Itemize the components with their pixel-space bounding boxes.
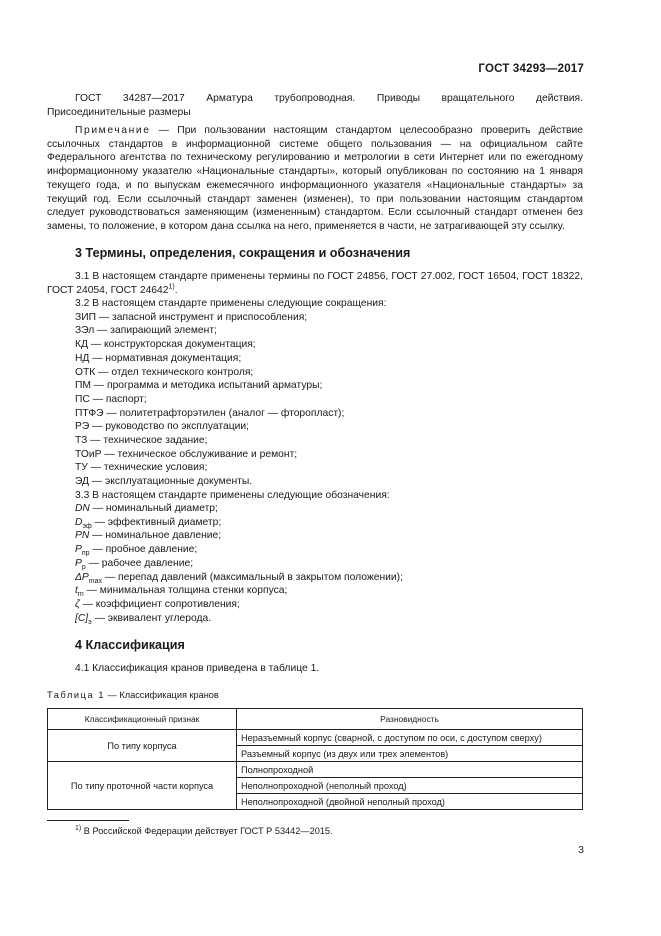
symbol-item [75, 557, 583, 571]
symbol-definition: — пробное давление; [89, 544, 198, 556]
symbol-definition: — номинальное давление; [89, 530, 222, 542]
note-text: — При пользовании настоящим стандартом целесообразно проверить действие ссылочных стандартов в информационной системе общего пользования — на официальном сайте Федерального агентства по техническому регулированию и метрологии в сети Интернет или по ежегодному информационному указателю «Национальные стандарты», который опубликован по состоянию на 1 января текущего года, и по выпускам ежемесячного информационного указателя «Национальные стандарты» за текущий год. Если ссылочный стандарт заменен (изменен), то при пользовании настоящим стандартом следует руководствоваться заменяющим (измененным) стандартом. Если ссылочный стандарт отменен без замены, то положение, в котором дана ссылка на него, применяется в части, не затрагивающей эту ссылку. [47, 125, 583, 232]
list-item: ЗЭл — запирающий элемент; [75, 325, 217, 337]
symbol-subscript: эф [82, 522, 92, 530]
list-item: ПМ — программа и методика испытаний арматуры; [75, 380, 323, 392]
symbol: DN [75, 503, 90, 514]
variant-cell: Неполнопроходной (двойной неполный проход) [237, 794, 583, 810]
abbreviations-list [75, 297, 583, 503]
symbol: P [75, 557, 82, 569]
table-caption [47, 690, 219, 700]
table-caption-label: Таблица 1 [47, 690, 106, 700]
table-header-row [48, 709, 583, 730]
symbol-definition: — коэффициент сопротивления; [79, 598, 240, 610]
note-label: Примечание [75, 125, 151, 136]
variant-cell: Полнопроходной [237, 762, 583, 778]
symbol-item [75, 571, 583, 585]
section-3-heading: 3 Термины, определения, сокращения и обозначения [75, 246, 411, 260]
feature-cell: По типу проточной части корпуса [48, 762, 237, 810]
symbol: D [75, 516, 83, 528]
column-header-feature: Классификационный признак [48, 709, 237, 730]
symbol: [C] [75, 612, 89, 624]
list-item: ТОиР — техническое обслуживание и ремонт; [75, 448, 298, 460]
reference-entry [47, 92, 583, 119]
variant-cell: Неполнопроходной (неполный проход) [237, 778, 583, 794]
symbol-subscript: max [88, 577, 103, 585]
table-caption-text: — Классификация кранов [105, 690, 219, 700]
symbol-subscript: пр [81, 550, 90, 558]
symbol-item [75, 612, 583, 626]
list-item: КД — конструкторская документация; [75, 339, 256, 351]
feature-cell: По типу корпуса [48, 730, 237, 762]
symbol-definition: — рабочее давление; [85, 557, 194, 569]
symbol-item [75, 543, 583, 557]
table-row [48, 730, 583, 746]
footnote-ref: 1) [168, 283, 175, 291]
reference-line-2: Присоединительные размеры [47, 106, 191, 118]
symbol: P [75, 544, 82, 556]
symbol-definition: — номинальный диаметр; [89, 503, 218, 514]
footnote-text: В Российской Федерации действует ГОСТ Р 53442—2015. [81, 826, 333, 836]
document-code-header: ГОСТ 34293—2017 [478, 63, 584, 75]
variant-cell: Разъемный корпус (из двух или трех элементов) [237, 746, 583, 762]
symbol-item [75, 529, 583, 543]
symbol: t [75, 585, 78, 597]
symbol-subscript: э [88, 618, 92, 626]
paragraph-3-1 [47, 270, 583, 297]
paragraph-3-3: 3.3 В настоящем стандарте применены следующие обозначения: [75, 489, 390, 501]
note-paragraph [47, 124, 583, 234]
symbol-subscript: р [81, 563, 86, 571]
symbol-item [75, 516, 583, 530]
paragraph-3-1-end: . [174, 284, 178, 296]
column-header-variant: Разновидность [237, 709, 583, 730]
footnote-mark: 1) [75, 824, 82, 832]
list-item: НД — нормативная документация; [75, 352, 242, 364]
symbol-subscript: m [77, 591, 84, 599]
reference-line-1: ГОСТ 34287—2017 Арматура трубопроводная. Приводы вращательного действия. [75, 93, 583, 104]
list-item: ТУ — технические условия; [75, 462, 208, 474]
symbols-list [75, 502, 583, 625]
list-item: ПТФЭ — политетрафторэтилен (аналог — фторопласт); [75, 407, 345, 419]
paragraph-4-1: 4.1 Классификация кранов приведена в таблице 1. [75, 663, 320, 674]
list-item: РЭ — руководство по эксплуатации; [75, 421, 249, 433]
symbol-item [75, 502, 583, 516]
variant-cell: Неразъемный корпус (сварной, с доступом по оси, с доступом сверху) [237, 730, 583, 746]
table-row [48, 762, 583, 778]
paragraph-3-2: 3.2 В настоящем стандарте применены следующие сокращения: [75, 298, 387, 309]
symbol-item [75, 598, 583, 612]
symbol-definition: — минимальная толщина стенки корпуса; [83, 585, 288, 597]
list-item: ОТК — отдел технического контроля; [75, 366, 254, 378]
paragraph-3-1-text: 3.1 В настоящем стандарте применены термины по ГОСТ 24856, ГОСТ 27.002, ГОСТ 16504, ГОСТ 18322, ГОСТ 24054, ГОСТ 24642 [47, 271, 583, 296]
symbol-definition: — эквивалент углерода. [91, 612, 212, 624]
list-item: ТЗ — техническое задание; [75, 435, 208, 447]
list-item: ЭД — эксплуатационные документы. [75, 476, 253, 488]
list-item: ПС — паспорт; [75, 393, 147, 405]
symbol: ΔP [75, 571, 89, 583]
symbol: PN [75, 530, 90, 542]
classification-table [47, 708, 583, 810]
footnote [75, 826, 333, 836]
symbol-definition: — эффективный диаметр; [91, 516, 222, 528]
symbol-definition: — перепад давлений (максимальный в закрытом положении); [102, 571, 403, 583]
symbol-item [75, 584, 583, 598]
page-number: 3 [578, 844, 584, 856]
footnote-divider [47, 820, 129, 821]
list-item: ЗИП — запасной инструмент и приспособления; [75, 311, 308, 323]
symbol: ζ [75, 598, 80, 610]
section-4-heading: 4 Классификация [75, 638, 185, 652]
